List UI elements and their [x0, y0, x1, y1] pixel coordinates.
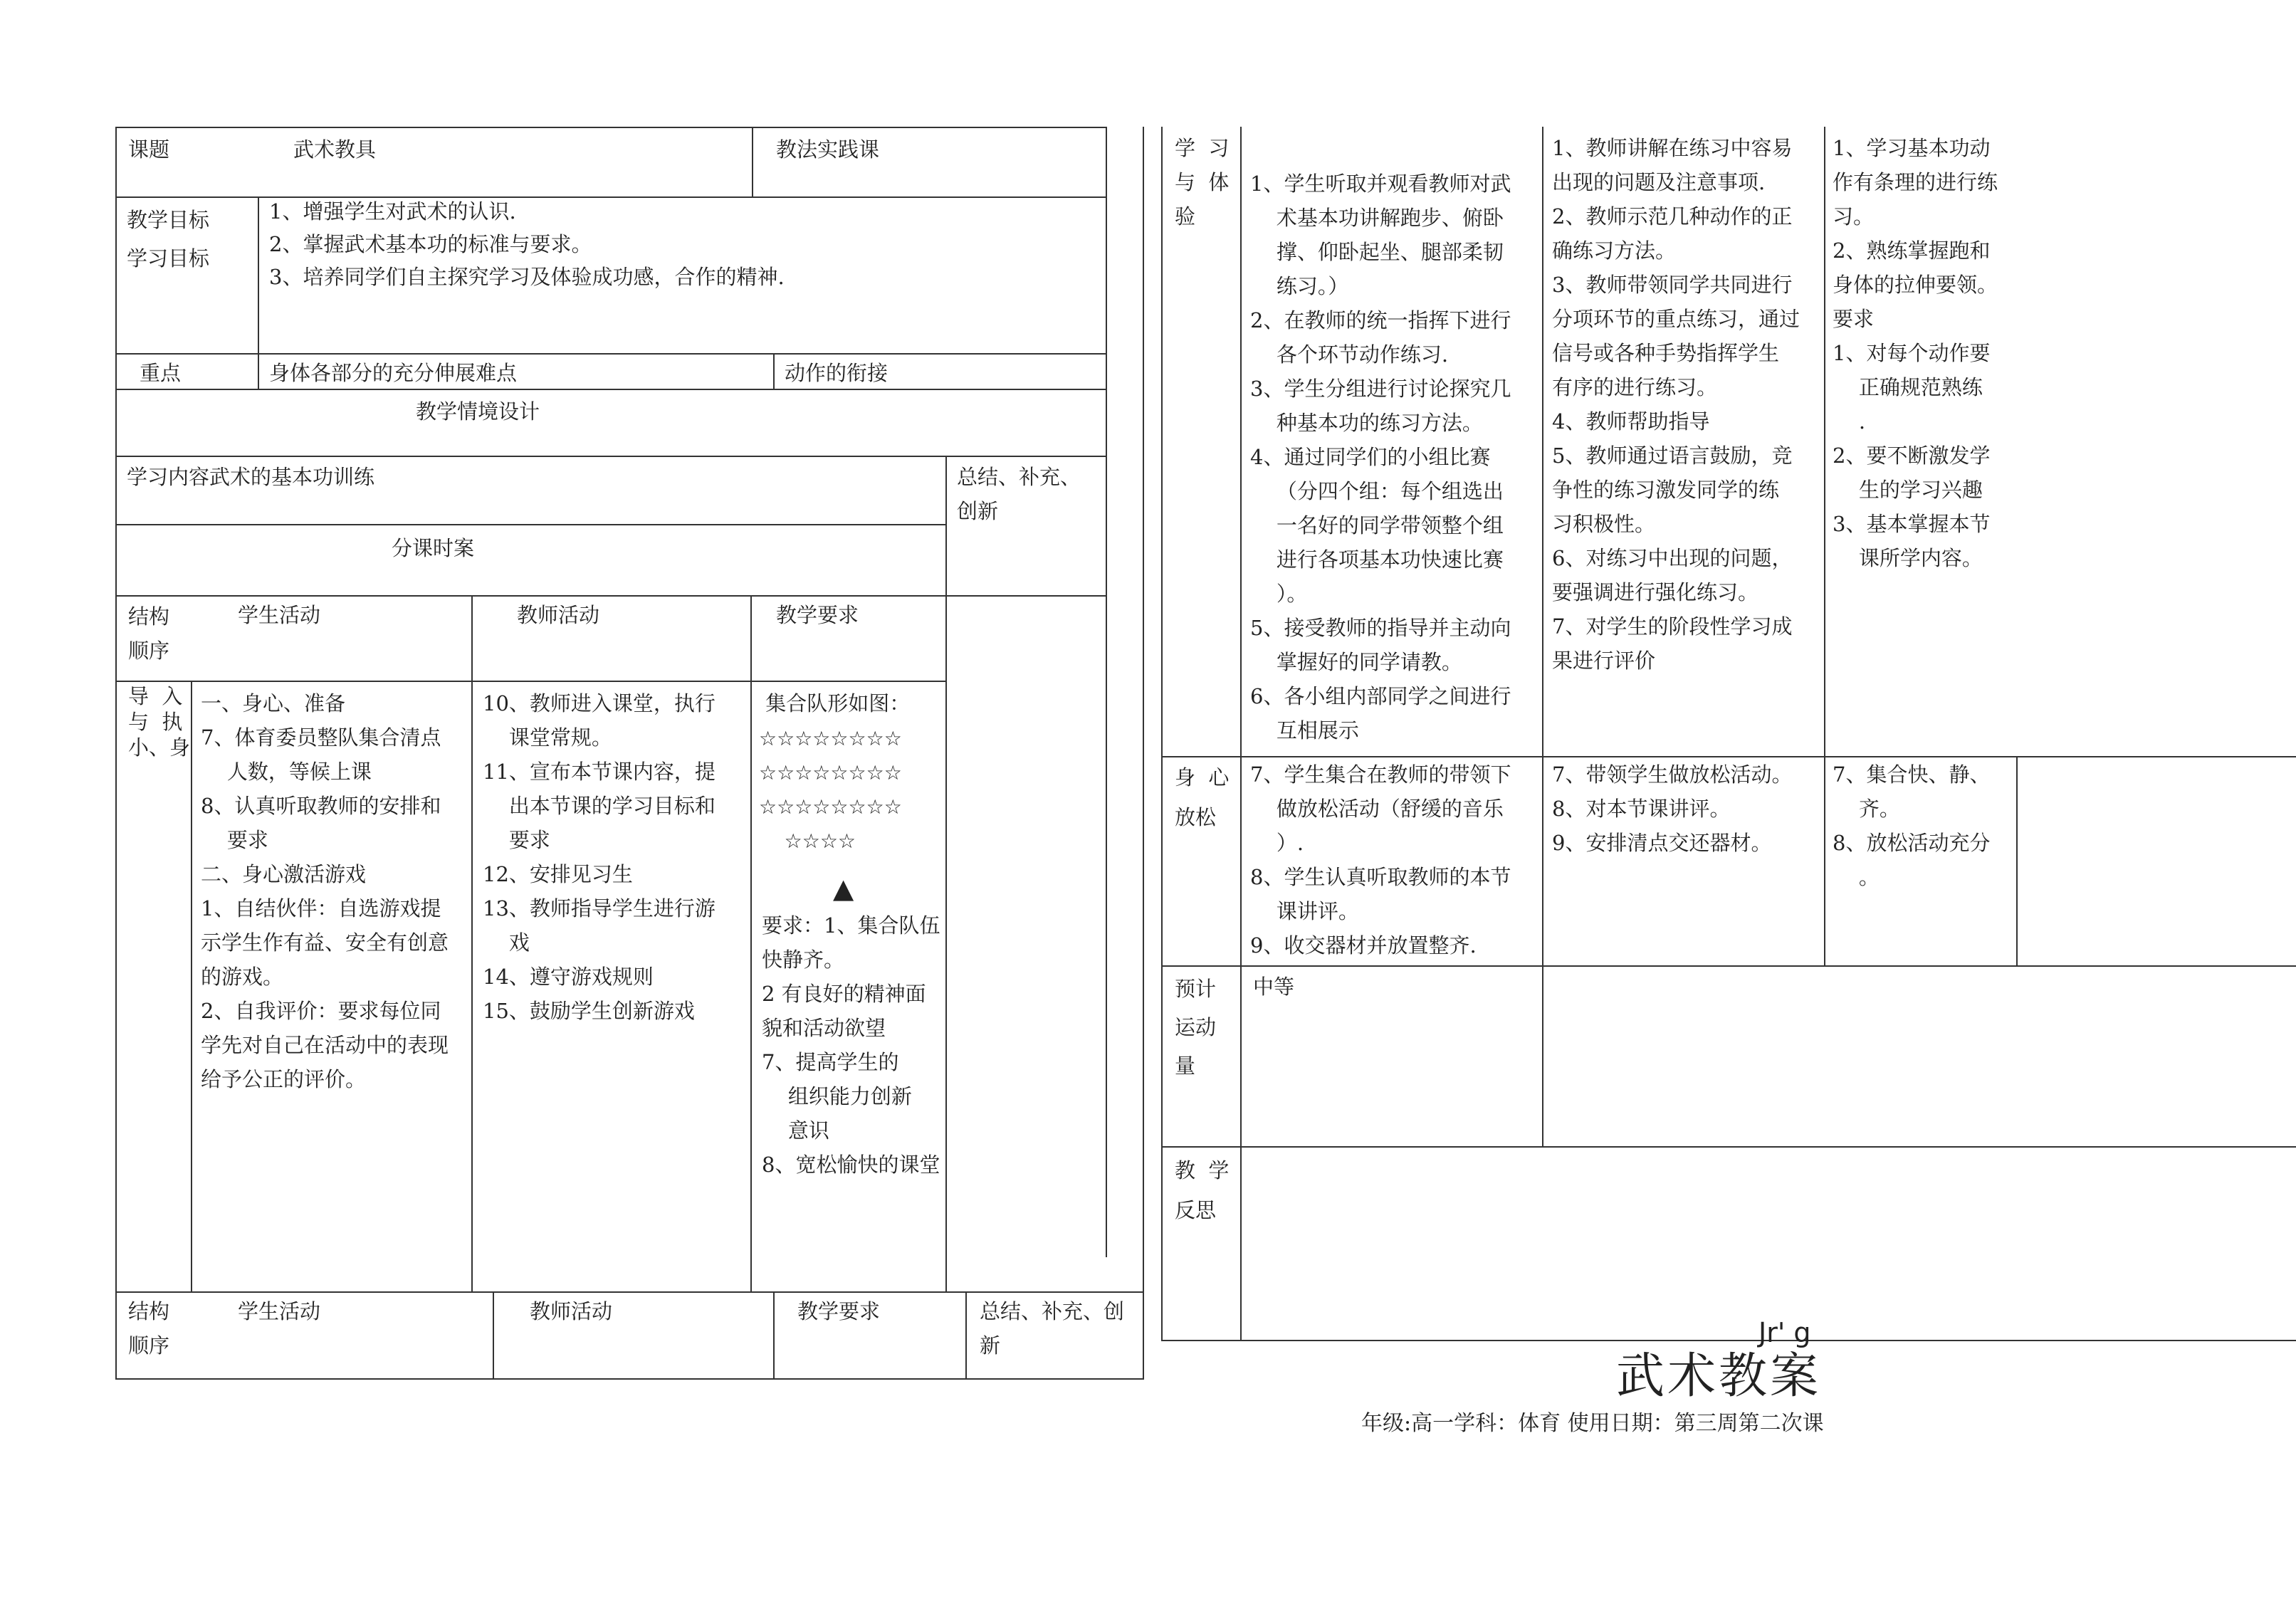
topic-label: 课题 [128, 137, 170, 162]
objectives-label: 教学目标 学习目标 [127, 208, 210, 271]
footer-column-requirement: 教学要求 [797, 1299, 881, 1323]
period-plan-title: 分课时案 [392, 536, 475, 560]
relax-student-activities: 7、学生集合在教师的带领下 做放松活动（舒缓的音乐 ）. 8、学生认真听取教师的本节 课讲评。 9、收交器材并放置整齐. [1250, 762, 1511, 958]
footer-column-structure: 结构 顺序 [128, 1299, 170, 1358]
lesson-type: 教法实践课 [776, 137, 880, 162]
footer-column-teacher: 教师活动 [530, 1299, 613, 1323]
key-value: 身体各部分的充分伸展难点 [269, 361, 518, 385]
reflection-row-label: 教 学 反思 [1175, 1158, 1230, 1222]
intro-requirements: 要求：1、集合队伍 快静齐。 2 有良好的精神面 貌和活动欲望 7、提高学生的 组织能力创新 意识 8、宽松愉快的课堂 [762, 913, 940, 1177]
relax-teacher-activities: 7、带领学生做放松活动。 8、对本节课讲评。 9、安排清点交还器材。 [1552, 762, 1793, 855]
footer-column-student: 学生活动 [238, 1299, 321, 1323]
intro-teacher-activities: 10、教师进入课堂，执行 课堂常规。 11、宣布本节课内容，提 出本节课的学习目标和 要求 12、安排见习生 13、教师指导学生进行游 戏 14、遵守游戏规则 15、鼓励学生创新游戏 [483, 691, 715, 1023]
topic-value: 武术教具 [293, 137, 377, 162]
summary-header: 总结、补充、 创新 [957, 465, 1081, 523]
situation-design-title: 教学情境设计 [416, 399, 540, 424]
formation-stars: ☆☆☆☆☆☆☆☆ ☆☆☆☆☆☆☆☆ ☆☆☆☆☆☆☆☆ ☆☆☆☆ [759, 727, 902, 853]
practice-requirements: 1、学习基本功动 作有条理的进行练 习。 2、熟练掌握跑和 身体的拉伸要领。 要求 1、对每个动作要 正确规范熟练 . 2、要不断激发学 生的学习兴趣 3、基本掌握本节 课所学内容。 [1833, 136, 1998, 570]
practice-student-activities: 1、学生听取并观看教师对武 术基本功讲解跑步、俯卧 撑、仰卧起坐、腿部柔韧 练习。） 2、在教师的统一指挥下进行 各个环节动作练习. 3、学生分组进行讨论探究几 种基本功的练习方法。 4、通过同学们的小组比赛 （分四个组：每个组选出 一名好的同学带领整个组 进行各项基本功快速比赛 ）。 5、接受教师的指导并主动向 掌握好的同学请教。 6、各小组内部同学之间进行 互相展示 [1250, 172, 1511, 743]
objectives-text: 1、增强学生对武术的认识. 2、掌握武术基本功的标准与要求。 3、培养同学们自主探究学习及体验成功感，合作的精神. [269, 199, 785, 289]
formation-title: 集合队形如图： [759, 691, 911, 715]
teacher-position-icon: ▲ [833, 873, 854, 904]
document-meta: 年级:高一学科：体育 使用日期：第三周第二次课 [1361, 1411, 1824, 1436]
difficulty-value: 动作的衔接 [785, 361, 888, 385]
stamp-mark: Jr' g [1758, 1317, 1811, 1348]
load-row-label: 预计 运动 量 [1175, 977, 1217, 1078]
column-student: 学生活动 [238, 603, 321, 627]
column-requirement: 教学要求 [776, 603, 859, 627]
practice-row-label: 学 习 与 体 验 [1175, 136, 1230, 229]
column-teacher: 教师活动 [517, 603, 600, 627]
document-title: 武术教案 [1616, 1348, 1822, 1405]
relax-requirements: 7、集合快、静、 齐。 8、放松活动充分 。 [1833, 762, 1991, 889]
intro-student-activities: 一、身心、准备 7、体育委员整队集合清点 人数，等候上课 8、认真听取教师的安排和 要求 二、身心激活游戏 1、自结伙伴：自选游戏提 示学生作有益、安全有创意 的游戏。 2、自我评价：要求每位同 学先对自己在活动中的表现 给予公正的评价。 [201, 691, 449, 1091]
key-label: 重点 [140, 361, 182, 385]
load-row-value: 中等 [1253, 975, 1295, 999]
practice-teacher-activities: 1、教师讲解在练习中容易 出现的问题及注意事项. 2、教师示范几种动作的正 确练习方法。 3、教师带领同学共同进行 分项环节的重点练习，通过 信号或各种手势指挥学生 有序的进行练习。 4、教师帮助指导 5、教师通过语言鼓励，竞 争性的练习激发同学的练 习积极性。 6、对练习中出现的问题， 要强调进行强化练习。 7、对学生的阶段性学习成 果进行评价 [1552, 136, 1800, 673]
relax-row-label: 身 心 放松 [1175, 765, 1230, 829]
column-structure: 结构 顺序 [128, 604, 170, 663]
footer-column-summary: 总结、补充、创 新 [980, 1299, 1125, 1358]
intro-row-label: 导 入 与 执 小、身 [128, 684, 191, 760]
content-title: 学习内容武术的基本功训练 [127, 465, 375, 489]
